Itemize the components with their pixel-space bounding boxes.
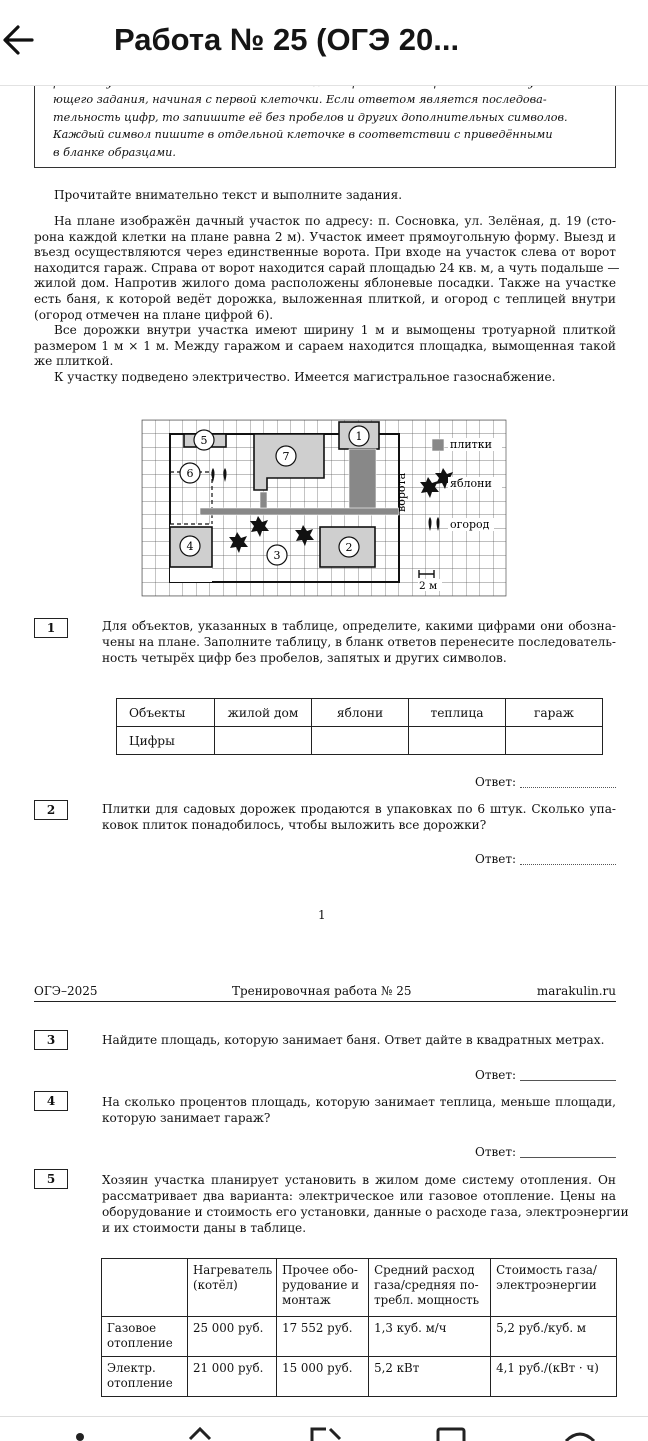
page-title: Работа № 25 (ОГЭ 20... — [114, 22, 460, 57]
task-text — [102, 1172, 629, 1236]
task-text — [102, 1094, 616, 1126]
table-cell — [102, 1259, 188, 1317]
story-line: размером 1 м × 1 м. Между гаражом и сараем находится площадка, вымощенная такой — [34, 338, 616, 353]
story-line: же плиткой. — [34, 354, 114, 369]
header-center: Тренировочная работа № 25 — [232, 984, 412, 998]
plan-label-6: 6 — [186, 467, 194, 480]
scale-label: 2 м — [419, 580, 438, 592]
task-line: Плитки для садовых дорожек продаются в упаковках по 6 штук. Сколько упа- — [102, 802, 616, 816]
site-plan — [142, 420, 506, 596]
heating-table — [101, 1258, 617, 1397]
legend-tiles: плитки — [450, 438, 492, 451]
answer-blank — [520, 778, 616, 788]
answer-line — [475, 775, 616, 789]
table-cell — [312, 727, 409, 755]
task-line: чены на плане. Заполните таблицу, в бланк ответов перенесите последователь- — [102, 635, 616, 649]
bottom-toolbar — [0, 1416, 648, 1440]
task-number: 3 — [34, 1030, 68, 1050]
answer-blank — [520, 855, 616, 865]
answer-label: Ответ: — [474, 852, 516, 866]
table-cell: яблони — [312, 699, 409, 727]
story-line: Все дорожки внутри участка имеют ширину 1 м и вымощены тротуарной плиткой — [54, 323, 616, 337]
story-line: есть баня, к которой ведёт дорожка, выложенная плиткой, и огород с теплицей внутри — [34, 291, 616, 306]
table-cell: 25 000 руб. — [188, 1317, 277, 1357]
legend-apple-trees: яблони — [450, 477, 492, 490]
table-cell: гараж — [506, 699, 603, 727]
table-cell: 15 000 руб. — [277, 1357, 369, 1397]
answer-label: Ответ: — [474, 775, 516, 789]
header-left: ОГЭ–2025 — [34, 984, 98, 998]
task-text — [102, 618, 616, 666]
instruction-line: в бланке образцами. — [53, 145, 176, 159]
task-text — [102, 1032, 616, 1048]
story-paragraph-3 — [34, 370, 616, 386]
table-cell: Средний расход газа/средняя по-требл. мощность — [369, 1259, 491, 1317]
plan-label-2: 2 — [345, 541, 353, 554]
table-cell: 5,2 кВт — [369, 1357, 491, 1397]
task-line: На сколько процентов площадь, которую занимает теплица, меньше площади, — [102, 1095, 616, 1109]
document-page — [0, 86, 648, 1416]
table-cell: Прочее обо-рудование и монтаж — [277, 1259, 369, 1317]
story-paragraph-1 — [34, 214, 620, 323]
more-icon[interactable] — [560, 1425, 600, 1441]
table-row — [102, 1357, 617, 1397]
edit-icon[interactable] — [306, 1425, 346, 1441]
comment-icon[interactable] — [180, 1425, 220, 1441]
plan-label-5: 5 — [200, 434, 208, 447]
table-cell: теплица — [409, 699, 506, 727]
table-row — [102, 1259, 617, 1317]
table-cell: Газовое отопление — [102, 1317, 188, 1357]
table-cell: 5,2 руб./куб. м — [491, 1317, 617, 1357]
answer-line — [475, 1068, 616, 1082]
instruction-line: Каждый символ пишите в отдельной клеточке в соответствии с приведёнными — [53, 128, 553, 142]
task-number: 1 — [34, 618, 68, 638]
story-line: рона каждой клетки на плане равна 2 м). Участок имеет прямоугольную форму. Выезд и — [34, 229, 616, 244]
task-number: 2 — [34, 800, 68, 820]
table-row — [117, 727, 603, 755]
instruction-line: ющего задания, начиная с первой клеточки. Если ответом является последова- — [53, 93, 547, 107]
story-line: жилой дом. Напротив жилого дома расположены яблоневые посадки. Также на участке — [34, 276, 616, 291]
answer-label: Ответ: — [474, 1068, 516, 1082]
back-arrow-icon[interactable] — [0, 20, 40, 60]
page-number: 1 — [318, 908, 326, 922]
plan-label-4: 4 — [186, 540, 194, 553]
story-line: На плане изображён дачный участок по адресу: п. Сосновка, ул. Зелёная, д. 19 (сто- — [54, 214, 616, 228]
gate-label: ворота — [395, 472, 408, 512]
table-cell: Стоимость газа/ электроэнергии — [491, 1259, 617, 1317]
task-line: которую занимает гараж? — [102, 1111, 271, 1125]
story-line: (огород отмечен на плане цифрой 6). — [34, 307, 274, 322]
table-cell: 17 552 руб. — [277, 1317, 369, 1357]
table-cell: Цифры — [117, 727, 215, 755]
story-line: находится гараж. Справа от ворот находится сарай площадью 24 кв. м, а чуть подальше — — [34, 260, 620, 275]
header-right: marakulin.ru — [536, 984, 616, 998]
plan-label-1: 1 — [355, 430, 363, 443]
table-cell: жилой дом — [215, 699, 312, 727]
task-line: Для объектов, указанных в таблице, определите, какими цифрами они обозна- — [102, 619, 616, 633]
task-line: оборудование и стоимость его установки, данные о расходе газа, электроэнергии — [102, 1205, 629, 1219]
answer-line — [475, 852, 616, 866]
plan-label-7: 7 — [282, 450, 290, 463]
task-number: 4 — [34, 1091, 68, 1111]
table-cell — [215, 727, 312, 755]
table-cell — [409, 727, 506, 755]
task-line: ковок плиток понадобилось, чтобы выложить все дорожки? — [102, 818, 487, 832]
share-icon[interactable] — [60, 1425, 100, 1441]
table-cell — [506, 727, 603, 755]
story-line: К участку подведено электричество. Имеется магистральное газоснабжение. — [54, 370, 556, 384]
answer-blank — [520, 1148, 616, 1158]
page-header — [34, 984, 616, 1002]
answer-label: Ответ: — [474, 1145, 516, 1159]
table-row — [117, 699, 603, 727]
task-line: ность четырёх цифр без пробелов, запятых и других символов. — [102, 651, 507, 665]
task-line: рассматривает два варианта: электрическое или газовое отопление. Цены на — [102, 1189, 616, 1203]
table-cell: 21 000 руб. — [188, 1357, 277, 1397]
task-number: 5 — [34, 1169, 68, 1189]
table-cell: 4,1 руб./(кВт · ч) — [491, 1357, 617, 1397]
document-icon[interactable] — [432, 1425, 472, 1441]
task-line: Найдите площадь, которую занимает баня. Ответ дайте в квадратных метрах. — [102, 1033, 605, 1047]
instruction-line: тельность цифр, то запишите её без пробелов и других дополнительных символов. — [53, 110, 568, 124]
task-text — [102, 801, 616, 833]
table-cell: Нагреватель (котёл) — [188, 1259, 277, 1317]
app-bar — [0, 0, 648, 86]
table-cell: Электр. отопление — [102, 1357, 188, 1397]
table-cell: 1,3 куб. м/ч — [369, 1317, 491, 1357]
answer-line — [475, 1145, 616, 1159]
objects-table — [116, 698, 603, 755]
table-cell: Объекты — [117, 699, 215, 727]
instructions-box — [34, 78, 616, 168]
intro-text: Прочитайте внимательно текст и выполните задания. — [54, 188, 403, 202]
legend-garden: огород — [450, 518, 490, 531]
table-row — [102, 1317, 617, 1357]
plan-label-3: 3 — [273, 549, 281, 562]
task-line: и их стоимости даны в таблице. — [102, 1221, 307, 1235]
story-paragraph-2 — [34, 323, 616, 370]
answer-blank — [520, 1071, 616, 1081]
task-line: Хозяин участка планирует установить в жилом доме систему отопления. Он — [102, 1173, 616, 1187]
story-line: въезд осуществляются через единственные ворота. При входе на участок слева от ворот — [34, 245, 616, 260]
